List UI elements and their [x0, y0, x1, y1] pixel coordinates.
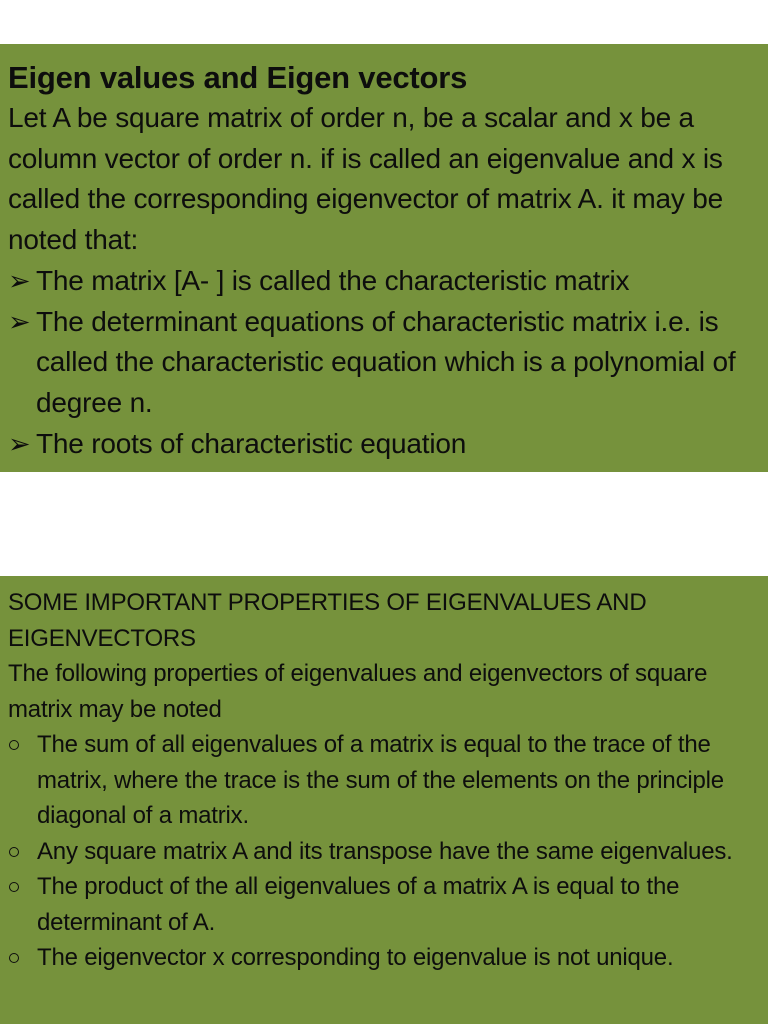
list-item [8, 727, 760, 834]
arrow-bullet-icon: ➢ [8, 428, 31, 459]
hollow-circle-bullet-icon [9, 953, 19, 963]
list-item [8, 940, 760, 976]
hollow-circle-bullet-icon [9, 882, 19, 892]
list-item [8, 834, 760, 870]
hollow-circle-bullet-icon [9, 740, 19, 750]
list-item [8, 869, 760, 940]
section-heading: SOME IMPORTANT PROPERTIES OF EIGENVALUES AND EIGENVECTORS [8, 589, 647, 652]
list-item-text: Any square matrix A and its transpose have the same eigenvalues. [37, 837, 733, 865]
list-item-text: The sum of all eigenvalues of a matrix is equal to the trace of the matrix, where the trace is the sum of the elements on the principle diagonal of a matrix. [37, 731, 724, 829]
list-item [8, 302, 760, 424]
list-item-text: The product of the all eigenvalues of a matrix A is equal to the determinant of A. [37, 873, 680, 936]
slide-properties [0, 576, 768, 1024]
arrow-bullet-icon: ➢ [8, 265, 31, 296]
slide-title: Eigen values and Eigen vectors [8, 60, 468, 95]
list-item [8, 261, 760, 302]
bullet-list [8, 261, 760, 465]
list-item-text: The eigenvector x corresponding to eigenvalue is not unique. [37, 944, 674, 971]
hollow-circle-bullet-icon [9, 847, 19, 857]
list-item [8, 424, 760, 465]
intro-paragraph: Let A be square matrix of order n, be a scalar and x be a column vector of order n. if is called an eigenvalue and x is called the corresponding eigenvector of matrix A. it may be noted that: [8, 102, 724, 256]
bullet-list [8, 727, 760, 976]
list-item-text: The matrix [A- ] is called the characteristic matrix [36, 264, 630, 296]
intro-paragraph: The following properties of eigenvalues and eigenvectors of square matrix may be noted [8, 660, 708, 723]
list-item-text: The determinant equations of characteristic matrix i.e. is called the characteristic equation which is a polynomial of degree n. [36, 305, 736, 418]
slide-eigen-values [0, 44, 768, 472]
arrow-bullet-icon: ➢ [8, 306, 31, 337]
list-item-text: The roots of characteristic equation [36, 427, 467, 459]
